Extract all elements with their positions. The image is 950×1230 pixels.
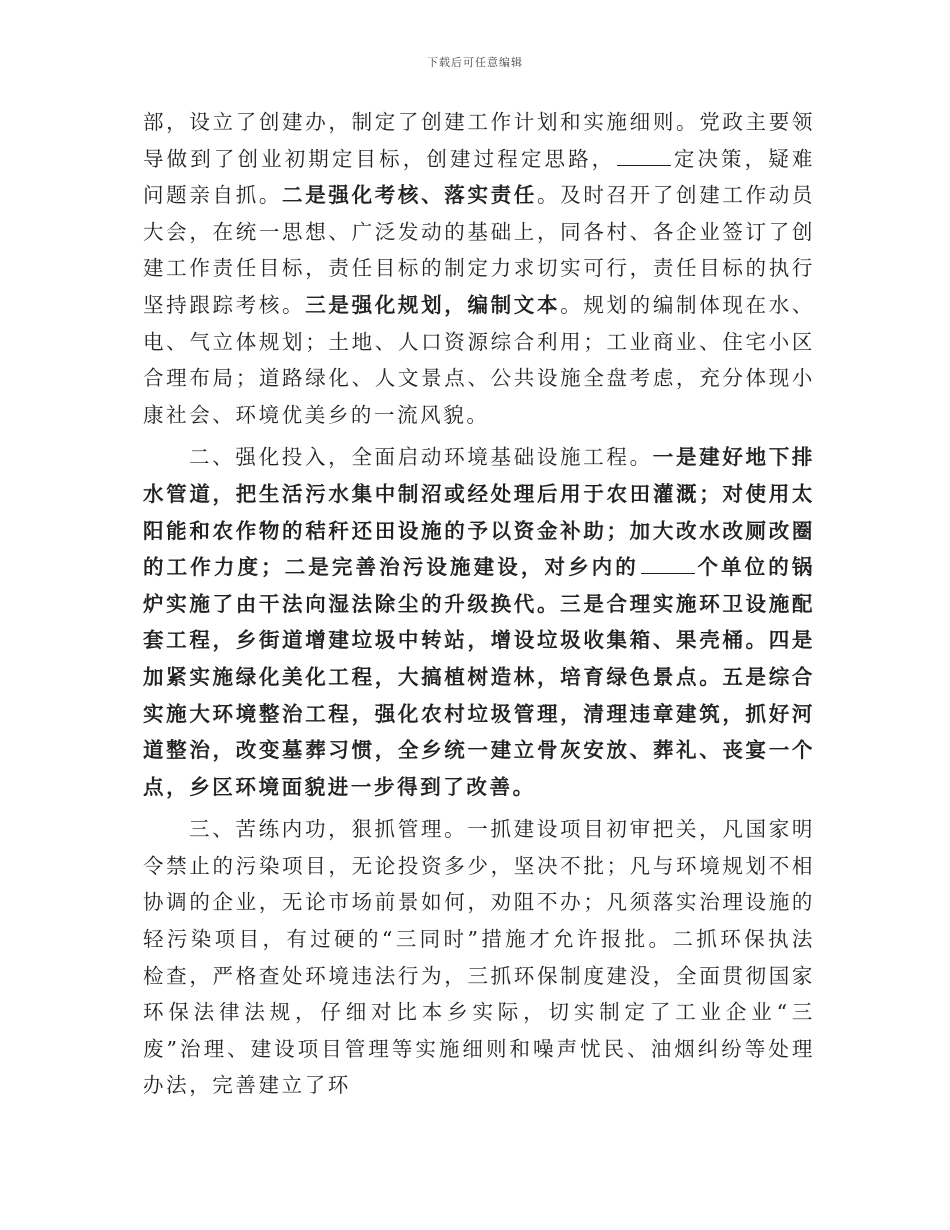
paragraph-2-bold-2: 个单位的锅炉实施了由干法向湿法除尘的升级换代。三是合理实施环卫设施配套工程，乡街道增建垃圾中转站，增设垃圾收集箱、果壳桶。四是加紧实施绿化美化工程，大搞植树造林，培育绿色景点。五是综合实施大环境整治工程，强化农村垃圾管理，清理违章建筑，抓好河道整治，改变墓葬习惯，全乡统一建立骨灰安放、葬礼、丧宴一个点，乡区环境面貌进一步得到了改善。 <box>143 555 815 799</box>
paragraph-1-text-1: 部，设立了创建办，制定了创建工作计划和实施细则。党政主要领导做到了创业初期定目标，创建过程定思路， <box>143 110 815 171</box>
paragraph-1-text-4: 。规划的编制体现在水、电、气立体规划；土地、人口资源综合利用；工业商业、住宅小区合理布局；道路绿化、人文景点、公共设施全盘考虑，充分体现小康社会、环境优美乡的一流风貌。 <box>143 292 815 427</box>
fill-blank-1 <box>617 147 671 166</box>
paragraph-1 <box>143 104 815 433</box>
document-body <box>143 104 815 1104</box>
fill-blank-2 <box>641 555 695 574</box>
paragraph-1-text-2: 定决策，疑难问题亲自抓。 <box>143 146 816 208</box>
paragraph-2 <box>143 439 815 805</box>
page-header: 下载后可任意编辑 <box>427 56 523 69</box>
paragraph-3-text-1: 三、苦练内功，狠抓管理。一抓建设项目初审把关，凡国家明令禁止的污染项目，无论投资多少，坚决不批；凡与环境规划不相协调的企业，无论市场前景如何，劝阻不办；凡须落实治理设施的轻污染项目，有过硬的“三同时”措施才允许报批。二抓环保执法检查，严格查处环境违法行为，三抓环保制度建没，全面贯彻国家环保法律法规，仔细对比本乡实际，切实制定了工业企业“三废”治理、建设项目管理等实施细则和噪声忧民、油烟纠纷等处理办法，完善建立了环 <box>143 817 815 1098</box>
paragraph-2-bold-1: 一是建好地下排水管道，把生活污水集中制沼或经处理后用于农田灌溉；对使用太阳能和农作物的秸秆还田设施的予以资金补助；加大改水改厕改圈的工作力度；二是完善治污设施建设，对乡内的 <box>143 445 815 580</box>
paragraph-1-bold-2: 三是强化规划，编制文本 <box>305 292 561 317</box>
paragraph-1-text-3: 。及时召开了创建工作动员大会，在统一思想、广泛发动的基础上，同各村、各企业签订了创建工作责任目标，责任目标的制定力求切实可行，责任目标的执行坚持跟踪考核。 <box>143 183 815 317</box>
paragraph-2-text-1: 二、强化投入，全面启动环境基础设施工程。 <box>189 445 653 470</box>
paragraph-1-bold-1: 二是强化考核、落实责任 <box>282 183 537 208</box>
paragraph-3 <box>143 811 815 1104</box>
